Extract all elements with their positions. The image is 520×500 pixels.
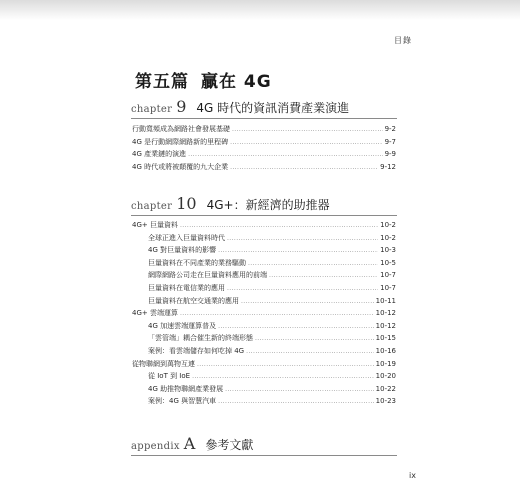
toc-entry-page: 9-9 — [384, 150, 396, 159]
leader-dots — [218, 323, 374, 330]
toc-entry-text: 案例：4G 與智慧汽車 — [148, 397, 217, 406]
toc-subentry[interactable] — [132, 346, 396, 359]
toc-subentry[interactable] — [132, 258, 396, 271]
toc-list-chapter-10 — [132, 220, 396, 409]
leader-dots — [230, 139, 382, 146]
toc-entry-text: 4G 加速雲端運算普及 — [148, 321, 217, 330]
leader-dots — [246, 348, 374, 355]
toc-entry-page: 10-7 — [380, 271, 396, 280]
appendix-title: 參考文獻 — [205, 438, 254, 452]
toc-entry-page: 10-11 — [375, 296, 396, 305]
toc-subentry[interactable] — [132, 245, 396, 258]
toc-entry[interactable] — [132, 149, 396, 162]
toc-entry-page: 10-12 — [375, 321, 396, 330]
chapter-heading-9[interactable] — [131, 97, 397, 117]
appendix-letter: A — [183, 434, 196, 453]
leader-dots — [225, 386, 374, 393]
toc-entry-text: 4G 助推物聯網產業發展 — [148, 384, 224, 393]
toc-entry-page: 10-2 — [380, 221, 396, 229]
chapter-heading-10[interactable] — [131, 194, 397, 214]
appendix-heading-a[interactable] — [131, 434, 397, 454]
leader-dots — [192, 373, 374, 380]
chapter-title: 4G 時代的資訊消費產業演進 — [196, 101, 350, 115]
leader-dots — [255, 335, 374, 342]
toc-entry-page: 10-12 — [375, 309, 396, 318]
toc-entry-page: 10-20 — [375, 372, 396, 381]
leader-dots — [218, 398, 374, 405]
toc-subentry[interactable] — [132, 371, 396, 384]
toc-entry-text: 4G 是行動網際網路新的里程碑 — [132, 137, 229, 146]
toc-entry[interactable] — [132, 359, 396, 372]
toc-entry[interactable] — [132, 137, 396, 150]
leader-dots — [232, 126, 383, 133]
toc-subentry[interactable] — [132, 333, 396, 346]
toc-entry[interactable] — [132, 124, 396, 137]
toc-entry-text: 巨量資料在電信業的應用 — [148, 283, 225, 292]
part-label: 第五篇 — [135, 72, 189, 92]
toc-entry-text: 從 IoT 到 IoE — [148, 372, 191, 381]
toc-subentry[interactable] — [132, 283, 396, 296]
toc-entry[interactable] — [132, 162, 396, 175]
toc-entry-text: 4G 對巨量資料的影響 — [148, 246, 217, 255]
leader-dots — [241, 298, 374, 305]
toc-entry-page: 10-16 — [375, 346, 396, 355]
toc-entry-page: 10-7 — [380, 283, 396, 292]
toc-subentry[interactable] — [132, 296, 396, 309]
toc-entry-page: 10-23 — [375, 397, 396, 406]
toc-entry[interactable] — [132, 308, 396, 321]
toc-entry-text: 行動寬頻成為網路社會發展基礎 — [132, 125, 230, 133]
toc-entry-text: 巨量資料在不同產業的業務驅動 — [148, 258, 246, 267]
chapter-number: 9 — [176, 97, 187, 116]
toc-entry-page: 10-5 — [380, 258, 396, 267]
toc-entry-text: 4G 時代或將被顛覆的九大企業 — [132, 162, 229, 171]
chapter-rule — [131, 455, 397, 456]
toc-subentry[interactable] — [132, 233, 396, 246]
leader-dots — [269, 272, 378, 279]
toc-entry-text: 4G+ 巨量資料 — [132, 221, 178, 229]
part-title — [135, 67, 272, 92]
toc-entry-page: 10-19 — [375, 359, 396, 368]
toc-subentry[interactable] — [132, 396, 396, 409]
toc-subentry[interactable] — [132, 384, 396, 397]
toc-list-chapter-9 — [132, 124, 396, 174]
toc-entry-text: 「雲管端」耦合催生新的終端形態 — [148, 334, 253, 343]
leader-dots — [180, 310, 374, 317]
leader-dots — [230, 164, 378, 171]
leader-dots — [197, 361, 374, 368]
appendix-label: appendix — [131, 441, 180, 452]
toc-entry[interactable] — [132, 220, 396, 233]
chapter-label: chapter — [131, 104, 173, 115]
toc-entry-page: 9-7 — [384, 137, 396, 146]
toc-entry-page: 10-3 — [380, 246, 396, 255]
toc-entry-text: 4G 產業鏈的演進 — [132, 150, 187, 159]
running-head: 目錄 — [394, 36, 412, 45]
leader-dots — [248, 260, 378, 267]
chapter-number: 10 — [176, 194, 197, 213]
toc-subentry[interactable] — [132, 270, 396, 283]
chapter-rule — [131, 215, 397, 216]
toc-entry-page: 10-2 — [380, 233, 396, 242]
toc-entry-text: 網際網路公司走在巨量資料應用的前端 — [148, 271, 267, 280]
part-name: 贏在 4G — [201, 72, 272, 92]
leader-dots — [227, 285, 378, 292]
toc-subentry[interactable] — [132, 321, 396, 334]
leader-dots — [188, 151, 382, 158]
toc-entry-text: 4G+ 雲端運算 — [132, 309, 178, 318]
chapter-label: chapter — [131, 201, 173, 212]
toc-entry-page: 10-22 — [375, 384, 396, 393]
toc-entry-page: 9-2 — [384, 125, 396, 133]
leader-dots — [180, 222, 378, 229]
toc-entry-text: 案例：看雲端儲存如何吃掉 4G — [148, 346, 245, 355]
toc-entry-text: 從物聯網到萬物互連 — [132, 359, 195, 368]
toc-entry-text: 巨量資料在航空交通業的應用 — [148, 296, 239, 305]
toc-entry-text: 全球正進入巨量資料時代 — [148, 233, 225, 242]
leader-dots — [227, 235, 378, 242]
toc-entry-page: 10-15 — [375, 334, 396, 343]
leader-dots — [218, 247, 378, 254]
chapter-title: 4G+：新經濟的助推器 — [206, 198, 330, 212]
chapter-rule — [131, 118, 397, 119]
toc-entry-page: 9-12 — [380, 162, 396, 171]
page-number: ix — [409, 471, 416, 480]
